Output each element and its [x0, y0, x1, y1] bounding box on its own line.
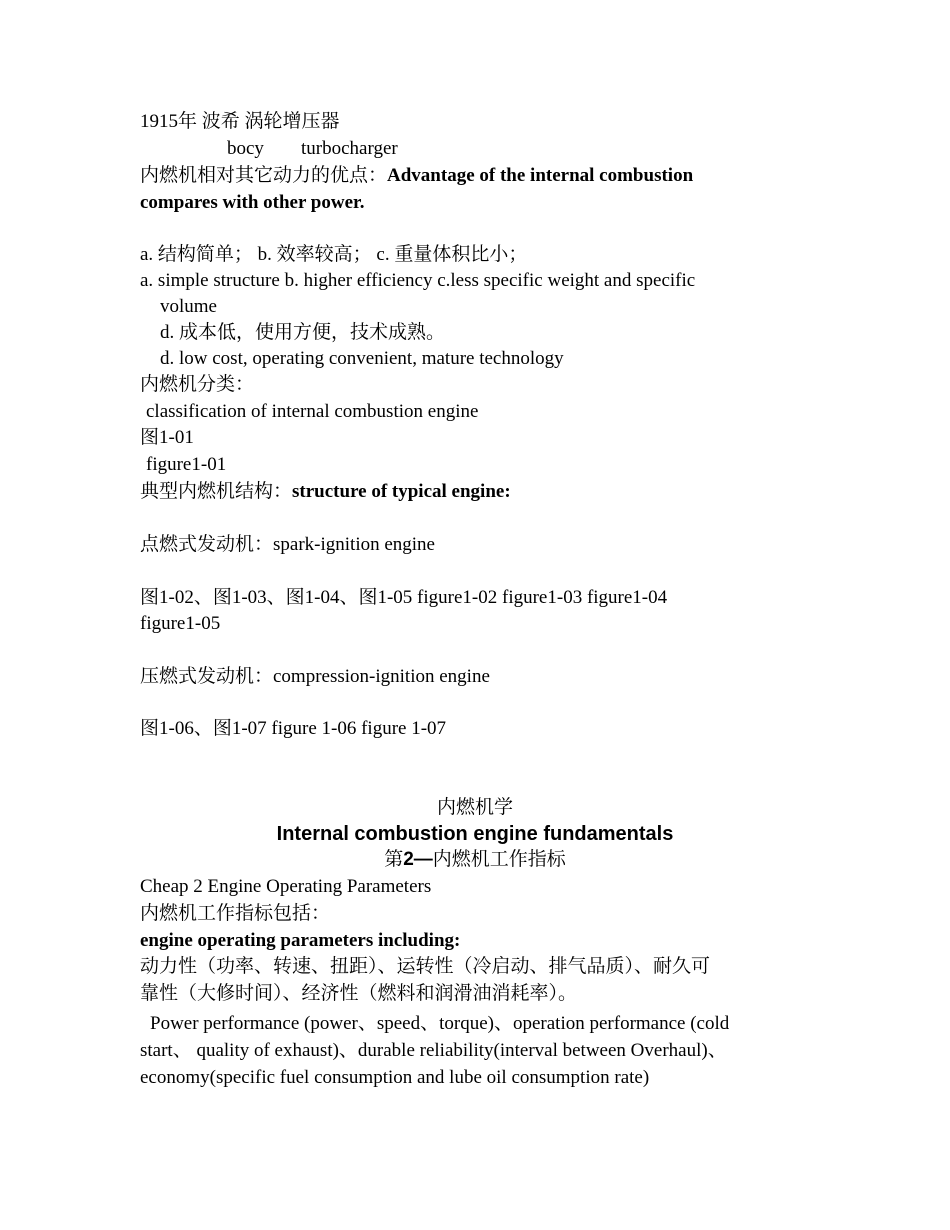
- chapter-pre: 第: [384, 849, 404, 870]
- line-performance-cn-2: 靠性（大修时间）、经济性（燃料和润滑油消耗率）。: [140, 983, 578, 1004]
- text-turbocharger: turbocharger: [301, 138, 398, 159]
- line-advantages-cn: a. 结构简单； b. 效率较高； c. 重量体积比小；: [140, 244, 528, 265]
- line-compression-ignition: 压燃式发动机：compression-ignition engine: [140, 666, 490, 687]
- line-figure-1-01-en: figure1-01: [146, 454, 227, 475]
- line-include-en: engine operating parameters including:: [140, 930, 461, 951]
- line-include-cn: 内燃机工作指标包括：: [140, 903, 331, 924]
- line-spark-ignition: 点燃式发动机：spark-ignition engine: [140, 534, 435, 555]
- line-compares: compares with other power.: [140, 192, 365, 213]
- line-1915-bosch: 1915年 波希 涡轮增压器: [140, 111, 340, 132]
- chapter-title: 内燃机工作指标: [432, 849, 566, 870]
- line-volume: volume: [160, 296, 217, 317]
- line-figure-1-05: figure1-05: [140, 613, 221, 634]
- line-performance-cn-1: 动力性（功率、转速、扭距）、运转性（冷启动、排气品质）、耐久可: [140, 956, 711, 977]
- line-figure-1-01-cn: 图1-01: [140, 427, 194, 448]
- line-performance-en-2: start、 quality of exhaust)、durable reliability(interval between Overhaul)、: [140, 1040, 727, 1061]
- typical-structure-en: structure of typical engine:: [292, 481, 511, 502]
- line-performance-en-1: Power performance (power、speed、torque)、operation performance (cold: [150, 1013, 730, 1034]
- line-performance-en-3: economy(specific fuel consumption and lube oil consumption rate): [140, 1067, 650, 1088]
- section-title-en: Internal combustion engine fundamentals: [276, 823, 674, 845]
- line-advantage: [140, 163, 693, 189]
- text-bocy: bocy: [227, 138, 264, 159]
- line-low-cost-cn: d. 成本低，使用方便，技术成熟。: [160, 322, 446, 343]
- chapter-dash: —: [413, 849, 433, 870]
- line-figures-1-02-1-05: 图1-02、图1-03、图1-04、图1-05 figure1-02 figure1-03 figure1-04: [140, 587, 668, 608]
- advantage-en: Advantage of the internal combustion: [387, 165, 694, 186]
- line-typical-structure: [140, 479, 511, 505]
- chapter-heading: [0, 847, 950, 873]
- line-figures-1-06-1-07: 图1-06、图1-07 figure 1-06 figure 1-07: [140, 718, 447, 739]
- section-title-cn: 内燃机学: [436, 797, 513, 818]
- typical-structure-cn: 典型内燃机结构：: [140, 481, 293, 502]
- line-low-cost-en: d. low cost, operating convenient, mature technology: [160, 348, 564, 369]
- advantage-cn: 内燃机相对其它动力的优点：: [140, 165, 388, 186]
- line-cheap-2: Cheap 2 Engine Operating Parameters: [140, 876, 432, 897]
- chapter-number: 2: [403, 849, 414, 870]
- line-advantages-en: a. simple structure b. higher efficiency c.less specific weight and specific: [140, 270, 696, 291]
- line-classification-cn: 内燃机分类：: [140, 374, 255, 395]
- line-classification-en: classification of internal combustion engine: [146, 401, 479, 422]
